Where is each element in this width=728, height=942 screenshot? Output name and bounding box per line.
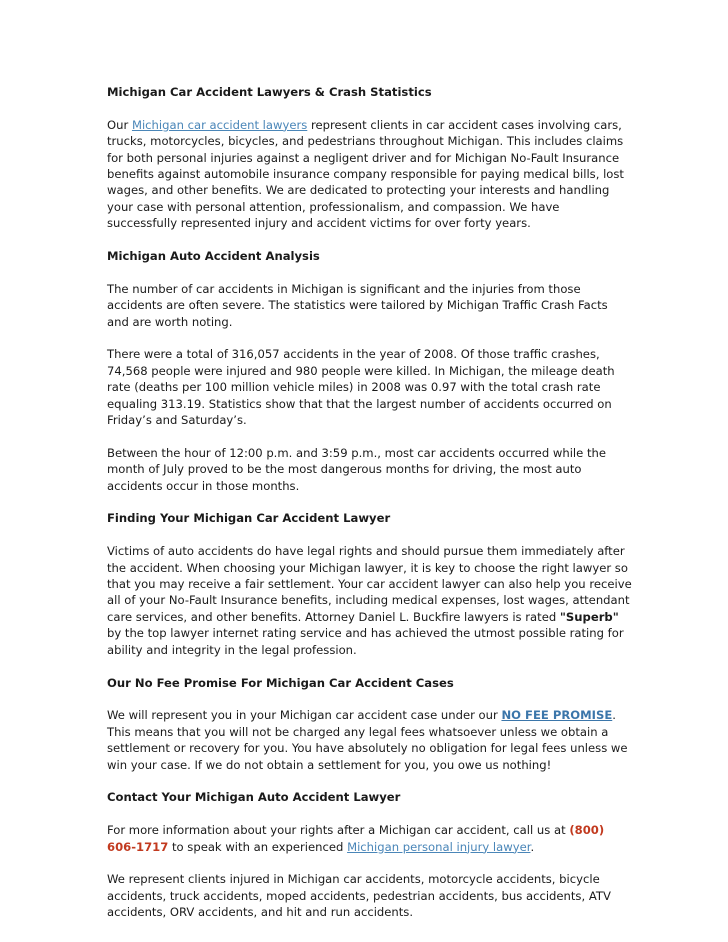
analysis-paragraph-2: There were a total of 316,057 accidents in the year of 2008. Of those traffic crashes, 74,568 people were injured and 980 people were killed. In Michigan, the mileage death rate (deaths per 100 million vehicle miles) in 2008 was 0.97 with the total crash rate equaling 313.19. Statistics show that that the largest number of accidents occurred on Friday’s and Saturday’s. <box>107 347 615 428</box>
contact-text-middle: to speak with an experienced <box>168 839 348 854</box>
contact-text-end: . <box>530 839 535 854</box>
intro-paragraph <box>107 117 632 232</box>
contact-paragraph-1 <box>107 822 632 855</box>
finding-text-end: by the top lawyer internet rating service and has achieved the utmost possible rating for ability and integrity in the legal profession. <box>107 626 624 657</box>
analysis-paragraph-3: Between the hour of 12:00 p.m. and 3:59 p.m., most car accidents occurred while the month of July proved to be the most dangerous months for driving, the most auto accidents occur in those months. <box>107 445 606 493</box>
finding-text-start: Victims of auto accidents do have legal rights and should pursue them immediately after the accident. When choosing your Michigan lawyer, it is key to choose the right lawyer so that you may receive a fair settlement. Your car accident lawyer can also help you receive all of your No-Fault Insurance benefits, including medical expenses, lost wages, attendant care services, and other benefits. Attorney Daniel L. Buckfire lawyers is rated <box>107 544 632 624</box>
no-fee-text-start: We will represent you in your Michigan car accident case under our <box>107 708 502 723</box>
no-fee-heading: Our No Fee Promise For Michigan Car Accident Cases <box>107 675 454 690</box>
no-fee-paragraph <box>107 707 632 773</box>
personal-injury-lawyer-link[interactable]: Michigan personal injury lawyer <box>347 839 531 854</box>
intro-text-end: represent clients in car accident cases involving cars, trucks, motorcycles, bicycles, and pedestrians throughout Michigan. This includes claims for both personal injuries against a negligent driver and for Michigan No-Fault Insurance benefits against automobile insurance company responsible for paying medical bills, lost wages, and other benefits. We are dedicated to protecting your interests and handling your case with personal attention, professionalism, and compassion. We have successfully represented injury and accident victims for over forty years. <box>107 117 624 231</box>
finding-heading: Finding Your Michigan Car Accident Lawyer <box>107 511 391 526</box>
no-fee-text-end: . This means that you will not be charged any legal fees whatsoever unless we obtain a settlement or recovery for you. You have absolutely no obligation for legal fees unless we win your case. If we do not obtain a settlement for you, you owe us nothing! <box>107 708 628 772</box>
analysis-heading: Michigan Auto Accident Analysis <box>107 249 320 264</box>
contact-heading: Contact Your Michigan Auto Accident Lawyer <box>107 790 401 805</box>
superb-rating: "Superb" <box>559 609 619 624</box>
contact-paragraph-2: We represent clients injured in Michigan car accidents, motorcycle accidents, bicycle accidents, truck accidents, moped accidents, pedestrian accidents, bus accidents, ATV accidents, ORV accidents, and hit and run accidents. <box>107 872 611 920</box>
intro-text-start: Our <box>107 117 132 132</box>
car-accident-lawyers-link[interactable]: Michigan car accident lawyers <box>131 117 308 132</box>
no-fee-promise-link[interactable]: NO FEE PROMISE <box>501 708 613 723</box>
analysis-paragraph-1: The number of car accidents in Michigan is significant and the injuries from those accidents are often severe. The statistics were tailored by Michigan Traffic Crash Facts and are worth noting. <box>107 281 608 329</box>
document-title: Michigan Car Accident Lawyers & Crash Statistics <box>107 85 432 99</box>
phone-number[interactable]: (800) 606-1717 <box>107 823 605 854</box>
finding-paragraph <box>107 543 632 658</box>
contact-text-start: For more information about your rights after a Michigan car accident, call us at <box>107 823 570 838</box>
